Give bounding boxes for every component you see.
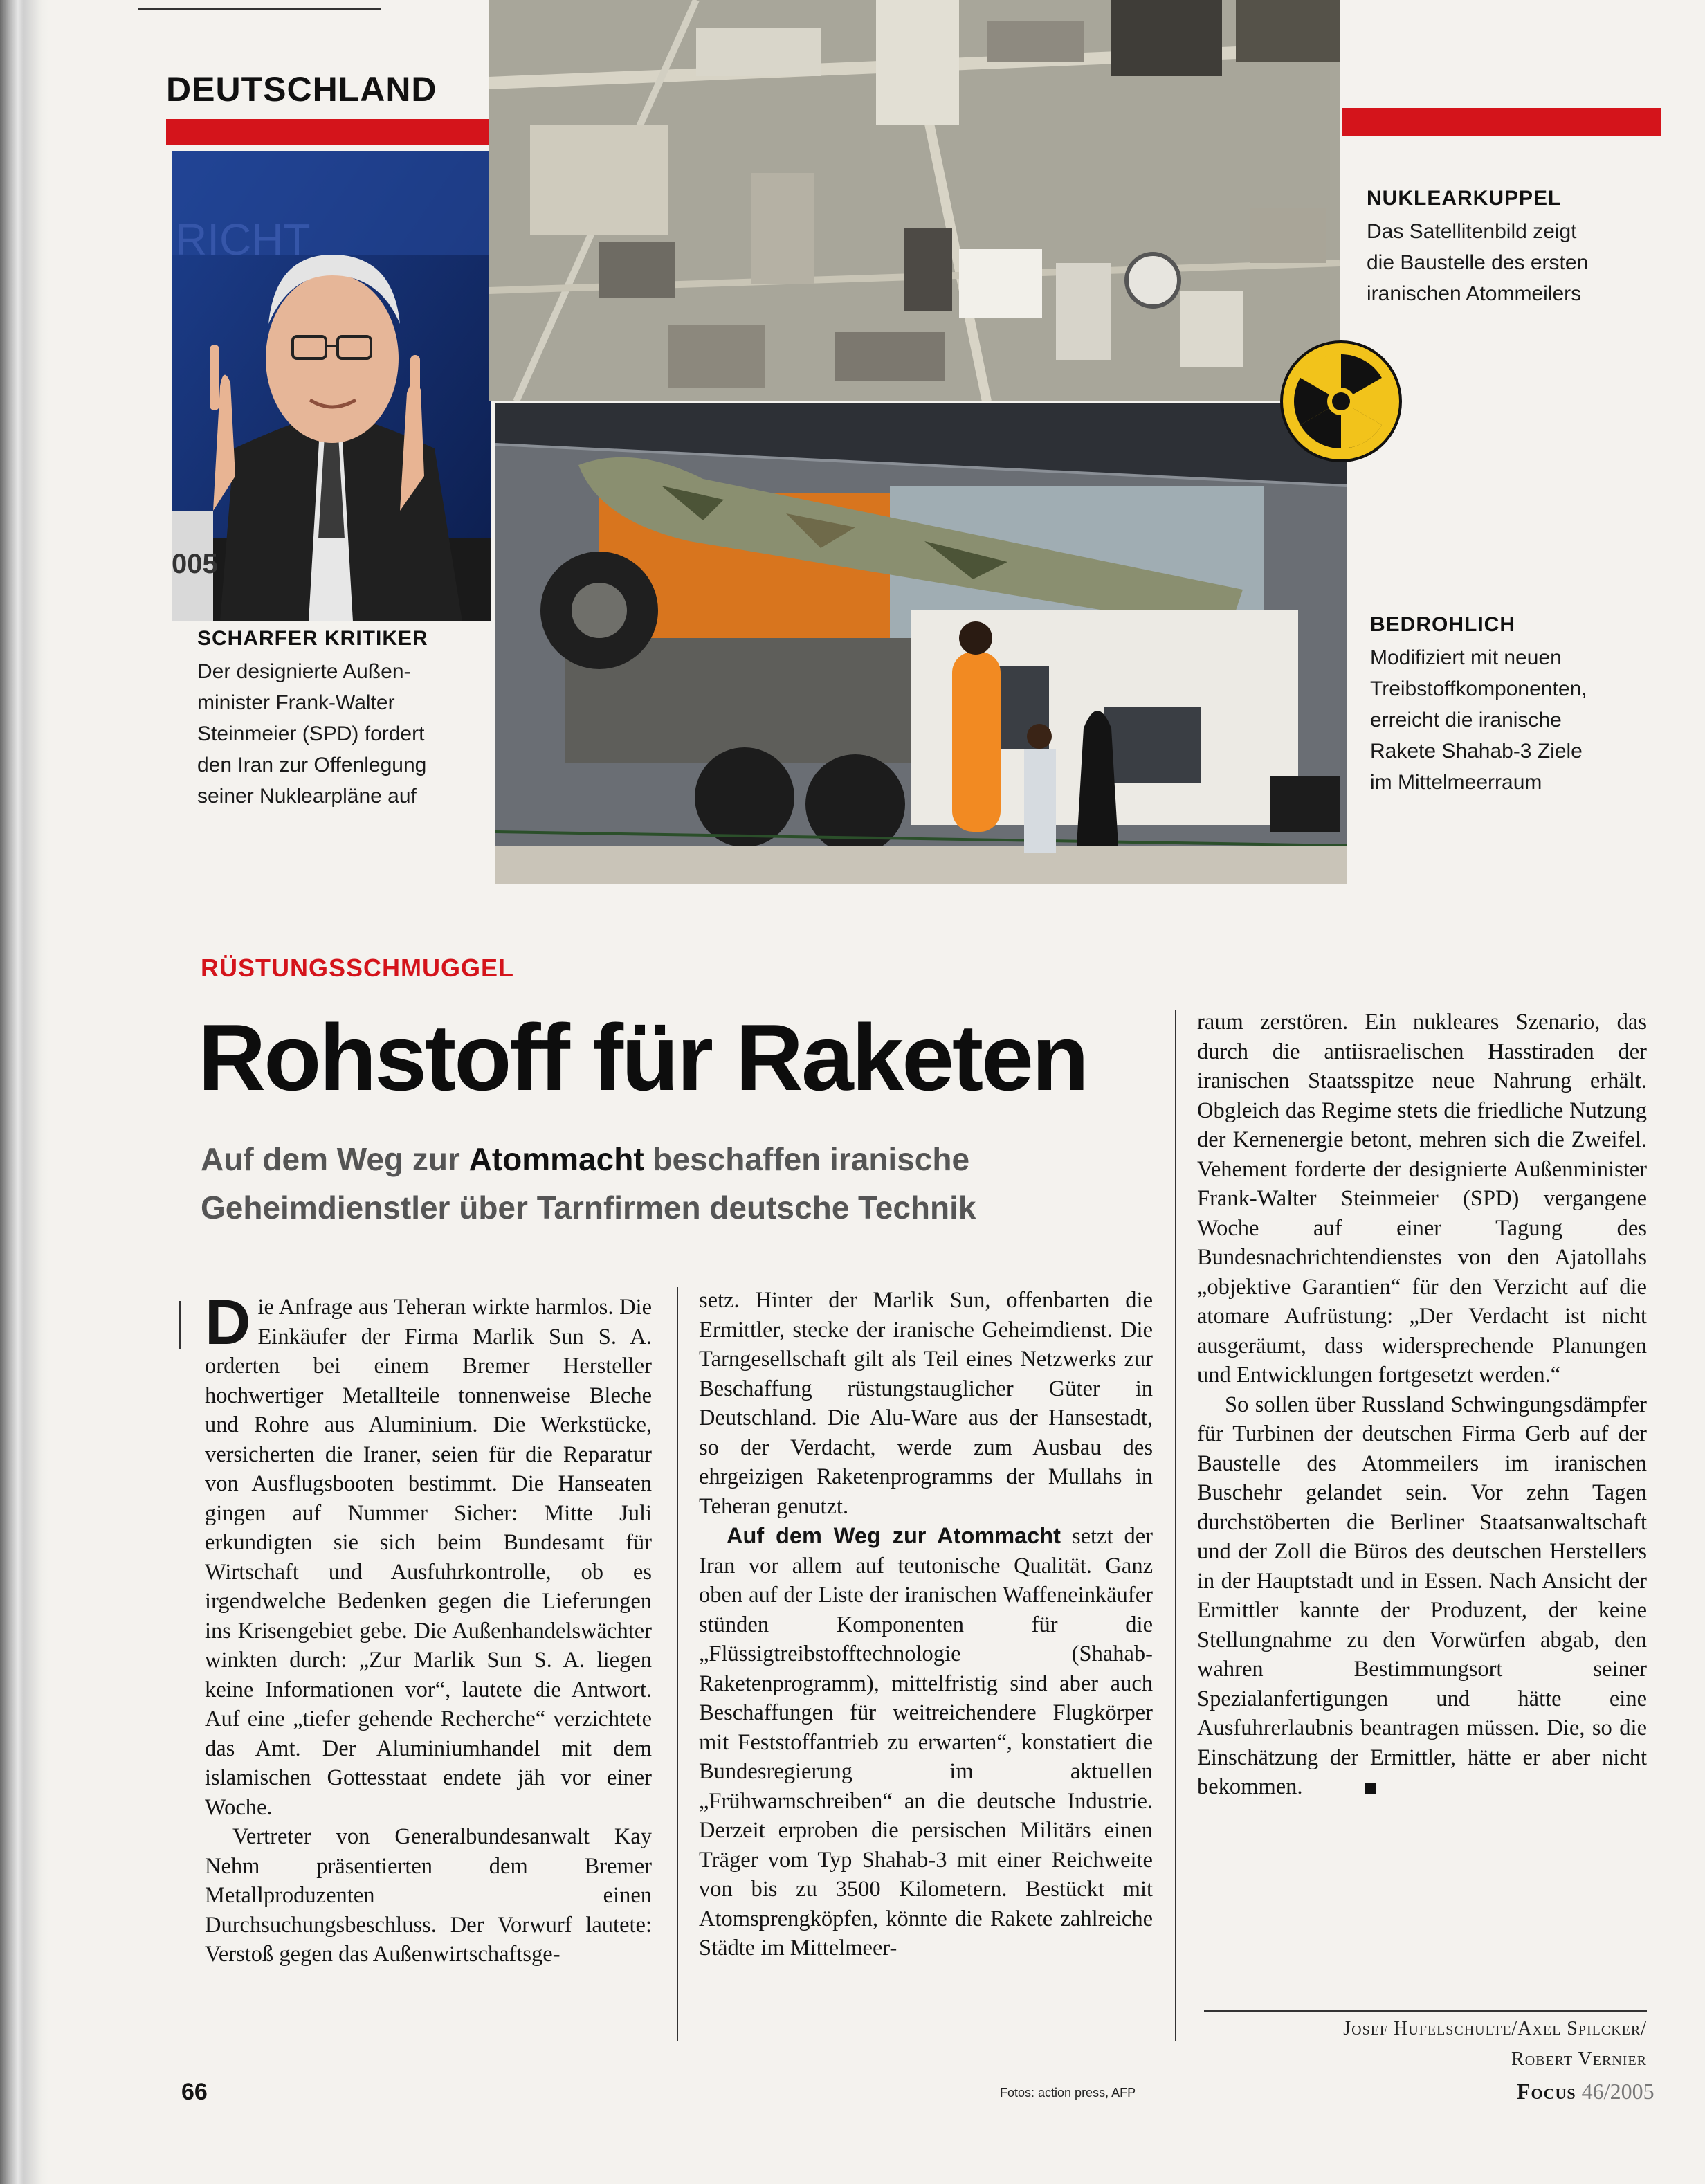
author-line: Robert Vernier bbox=[1511, 2048, 1647, 2070]
body-text: So sollen über Russland Schwingungsdämpfer für Turbinen der deutschen Firma Gerb auf der Baustelle des Atommeilers im iranischen Buschehr gelandet sein. Vor zehn Tagen durchstöberten die Berliner Staatsanwaltschaft und der Zoll die Büros des deutschen Herstellers in der Hauptstadt und in Essen. Nach Ansicht der Ermittler kannte der Produzent, der keine Stellungnahme zu den Vorwürfen abgab, den wahren Bestimmungsort seiner Spezialanfertigungen und hätte eine Ausfuhrerlaubnis beantragen müssen. Die, so die Einschätzung der Ermittler, hätte er aber nicht bekommen. bbox=[1197, 1392, 1647, 1799]
article-column-3 bbox=[1197, 1008, 1647, 1802]
caption-line: seiner Nuklearpläne auf bbox=[197, 785, 417, 808]
caption-text bbox=[197, 656, 491, 812]
caption-title: SCHARFER KRITIKER bbox=[197, 627, 428, 650]
column-rule bbox=[677, 1287, 678, 2041]
right-red-bar bbox=[1342, 108, 1661, 136]
caption-title: BEDROHLICH bbox=[1370, 613, 1515, 636]
section-label: DEUTSCHLAND bbox=[166, 70, 437, 109]
article-column-2 bbox=[699, 1286, 1153, 1963]
caption-line: Rakete Shahab-3 Ziele bbox=[1370, 740, 1583, 763]
body-paragraph bbox=[205, 1287, 652, 1822]
caption-line: die Baustelle des ersten bbox=[1367, 251, 1589, 274]
section-red-bar bbox=[166, 119, 490, 145]
deck-part: beschaffen iranische Geheimdienstler über Tarnfirmen deutsche Technik bbox=[201, 1141, 976, 1226]
caption-title: NUKLEARKUPPEL bbox=[1367, 187, 1562, 210]
caption-bedrohlich bbox=[1370, 613, 1661, 798]
body-paragraph bbox=[699, 1521, 1153, 1963]
caption-line: minister Frank-Walter bbox=[197, 691, 395, 714]
article-headline: Rohstoff für Raketen bbox=[198, 1005, 1087, 1110]
caption-line: im Mittelmeerraum bbox=[1370, 771, 1542, 794]
satellite-photo bbox=[489, 0, 1340, 401]
magazine-issue bbox=[1517, 2079, 1654, 2104]
body-paragraph: setz. Hinter der Marlik Sun, offenbarten die Ermittler, stecke der iranische Geheimdienst. Die Tarngesellschaft gilt als Teil eines Netzwerks zur Beschaffung rüstungstauglicher Güter in Deutschland. Die Alu-Ware aus der Hansestadt, so der Verdacht, werde zum Ausbau des ehrgeizigen Raketenprogramms der Mullahs in Teheran genutzt. bbox=[699, 1288, 1153, 1519]
caption-line: Treibstoffkomponenten, bbox=[1370, 677, 1587, 700]
caption-line: Das Satellitenbild zeigt bbox=[1367, 220, 1577, 243]
caption-scharfer-kritiker bbox=[173, 621, 491, 884]
book-spine bbox=[0, 0, 48, 2184]
article-column-1 bbox=[205, 1287, 652, 1969]
body-paragraph: raum zerstören. Ein nukleares Szenario, das durch die antiisraelischen Hasstiraden der iranischen Staatsspitze neue Nahrung erhält. Obgleich das Regime stets die friedliche Nutzung der Kernenergie betont, mehren sich die Zweifel. Vehement forderte der designierte Außenminister Frank-Walter Steinmeier (SPD) vergangene Woche auf einer Tagung des Bundesnachrichtendienstes von den Ajatollahs „objektive Garantien“ für den Verzicht auf die atomare Aufrüstung: „Der Verdacht ist nicht ausgeräumt, dass widersprechende Planungen und Entwicklungen fortgesetzt werden.“ bbox=[1197, 1010, 1647, 1387]
caption-text bbox=[1370, 642, 1661, 798]
caption-line: Der designierte Außen- bbox=[197, 660, 411, 683]
article-kicker: RÜSTUNGSSCHMUGGEL bbox=[201, 954, 515, 982]
column-rule bbox=[1175, 1010, 1176, 2041]
portrait-lectern-text: 005 bbox=[172, 549, 218, 579]
paragraph-lead: Auf dem Weg zur Atommacht bbox=[727, 1523, 1061, 1548]
caption-line: Modifiziert mit neuen bbox=[1370, 646, 1562, 669]
page-number: 66 bbox=[181, 2079, 208, 2105]
body-paragraph bbox=[1197, 1390, 1647, 1802]
portrait-sign-text: RICHT bbox=[175, 215, 311, 264]
deck-part: Auf dem Weg zur bbox=[201, 1141, 469, 1177]
missile-photo bbox=[495, 403, 1347, 884]
body-text: ie Anfrage aus Teheran wirkte harmlos. Die Einkäufer der Firma Marlik Sun S. A. orderten bei einem Bremer Hersteller hochwertiger Metallteile tonnenweise Bleche und Rohre aus Aluminium. Die Werkstücke, versicherten die Iraner, seien für die Reparatur von Ausflugsbooten bestimmt. Die Hanseaten gingen auf Nummer Sicher: Mitte Juli erkundigten sie sich beim Bundesamt für Wirtschaft und Ausfuhrkontrolle, ob es irgendwelche Bedenken gegen die Lieferungen ins Krisengebiet gebe. Die Außenhandelswächter winkten durch: „Zur Marlik Sun S. A. liegen keine Informationen vor“, lautete die Antwort. Auf eine „tiefer gehende Recherche“ verzichtete das Amt. Der Aluminiumhandel mit dem islamischen Gottesstaat endete jäh vor einer Woche. bbox=[205, 1295, 652, 1820]
issue-number: 46/2005 bbox=[1581, 2079, 1654, 2104]
caption-line: den Iran zur Offenlegung bbox=[197, 754, 427, 776]
top-rule bbox=[138, 8, 381, 10]
column-rule-left bbox=[179, 1301, 181, 1349]
body-text: setzt der Iran vor allem auf teutonische Qualität. Ganz oben auf der Liste der iranischen Waffeneinkäufer stünden Komponenten für die „Flüssigtreibstofftechnologie (Shahab-Raketenprogramm), mittelfristig sind aber auch Beschaffungen für weitreichendere Flugkörper mit Feststoffantrieb zu erwarten“, konstatiert die Bundesregierung im aktuellen „Frühwarnschreiben“ an die deutsche Industrie. Derzeit erproben die persischen Militärs einen Träger vom Typ Shahab-3 mit einer Reichweite von bis zu 3500 Kilometern. Bestückt mit Atomsprengköpfen, könnte die Rakete zahlreiche Städte im Mittelmeer- bbox=[699, 1524, 1153, 1960]
author-line: Josef Hufelschulte/Axel Spilcker/ bbox=[1343, 2018, 1647, 2039]
caption-text bbox=[1367, 216, 1657, 309]
drop-cap: D bbox=[205, 1287, 251, 1358]
portrait-photo bbox=[172, 151, 491, 621]
caption-nuklearkuppel bbox=[1367, 187, 1657, 309]
radiation-icon bbox=[1279, 339, 1403, 464]
deck-emphasis: Atommacht bbox=[468, 1141, 644, 1177]
caption-line: Steinmeier (SPD) fordert bbox=[197, 722, 425, 745]
article-deck bbox=[201, 1135, 1128, 1232]
author-rule bbox=[1204, 2010, 1647, 2012]
photo-credit: Fotos: action press, AFP bbox=[1000, 2086, 1136, 2100]
end-mark bbox=[1365, 1783, 1376, 1794]
caption-line: iranischen Atommeilers bbox=[1367, 282, 1582, 305]
caption-line: erreicht die iranische bbox=[1370, 709, 1562, 731]
magazine-name: Focus bbox=[1517, 2079, 1576, 2104]
body-paragraph: Vertreter von Generalbundesanwalt Kay Nehm präsentierten dem Bremer Metallproduzenten einen Durchsuchungsbeschluss. Der Vorwurf lautete: Verstoß gegen das Außenwirtschaftsge- bbox=[205, 1824, 652, 1967]
author-credit bbox=[1204, 2014, 1647, 2075]
